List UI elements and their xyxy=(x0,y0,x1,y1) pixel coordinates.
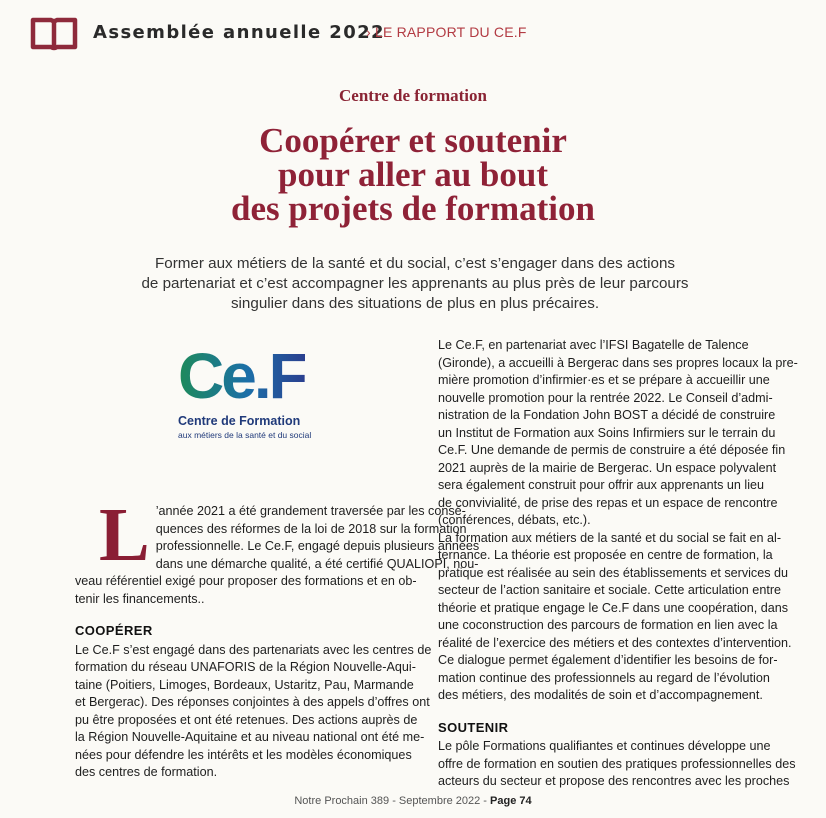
body-line: des métiers, des modalités de soin et d’accompagnement. xyxy=(438,688,763,702)
body-line: veau référentiel exigé pour proposer des formations et en ob- xyxy=(75,574,417,588)
body-line: mation continue des professionnels au regard de l’évolution xyxy=(438,670,770,685)
body-line: Ce.F. Une demande de permis de construire a été déposée fin xyxy=(438,443,786,457)
body-line: nistration de la Fondation John BOST a décidé de construire xyxy=(438,408,776,422)
book-icon xyxy=(30,16,78,52)
article-headline xyxy=(0,121,826,228)
body-line: offre de formation en soutien des pratiques professionnelles des xyxy=(438,756,796,771)
article-kicker: Centre de formation xyxy=(339,86,487,105)
intro-line: singulier dans des situations de plus en plus précaires. xyxy=(230,295,600,312)
body-line: pratique est réalisée au sein des établissements et services du xyxy=(438,565,789,580)
body-line: Le pôle Formations qualifiantes et continues développe une xyxy=(438,739,771,753)
footer-page-number: Page 74 xyxy=(490,795,532,807)
section-heading-cooperer: COOPÉRER xyxy=(75,623,153,638)
article-intro xyxy=(120,254,710,314)
body-line: tenir les financements.. xyxy=(75,591,205,606)
body-line: nouvelle promotion pour la rentrée 2022. Le Conseil d’admi- xyxy=(438,390,773,405)
body-line: ternance. La théorie est proposée en centre de formation, la xyxy=(438,548,773,562)
body-line: 2021 auprès de la mairie de Bergerac. Un espace polyvalent xyxy=(438,460,777,475)
body-line: ’année 2021 a été grandement traversée par les consé- xyxy=(155,504,466,518)
body-line: (Gironde), a accueilli à Bergerac dans ses propres locaux la pre- xyxy=(438,355,798,370)
body-line: Le Ce.F s’est engagé dans des partenariats avec les centres de xyxy=(75,642,432,657)
cef-logo xyxy=(178,340,338,448)
body-line: taine (Poitiers, Limoges, Bordeaux, Ustaritz, Pau, Marmande xyxy=(75,677,414,692)
body-line: une coconstruction des parcours de formation en lien avec la xyxy=(438,618,778,632)
page-header xyxy=(30,10,820,54)
body-line: acteurs du secteur et propose des rencontres avec les proches xyxy=(438,774,790,788)
body-line: nées pour défendre les intérêts et les modèles économiques xyxy=(75,747,412,762)
body-line: quences des réformes de la loi de 2018 sur la formation xyxy=(155,521,467,536)
body-line: La formation aux métiers de la santé et du social se fait en al- xyxy=(438,530,782,545)
headline-line: pour aller au bout xyxy=(277,155,549,194)
body-line: un Institut de Formation aux Soins Infirmiers sur le terrain du xyxy=(438,425,776,440)
section-body xyxy=(75,642,432,782)
body-line: réalité de l’exercice des métiers et des contextes d’intervention. xyxy=(438,635,792,650)
section-heading-soutenir: SOUTENIR xyxy=(438,719,509,735)
body-line: Le Ce.F, en partenariat avec l’IFSI Bagatelle de Talence xyxy=(438,338,749,352)
logo-mark: Ce.F xyxy=(178,340,305,412)
right-column xyxy=(438,337,798,791)
intro-line: Former aux métiers de la santé et du social, c’est s’engager dans des actions xyxy=(154,255,676,272)
body-line: secteur de l’action sanitaire et sociale. Cette articulation entre xyxy=(438,583,782,597)
body-line: de convivialité, de prise des repas et un espace de rencontre xyxy=(438,495,778,510)
body-line: et Bergerac). Des réponses conjointes à des appels d’offres ont xyxy=(75,695,430,709)
page-footer xyxy=(0,795,826,807)
headline-line: Coopérer et soutenir xyxy=(259,121,567,160)
body-line: (conférences, débats, etc.). xyxy=(438,513,591,527)
body-line: des centres de formation. xyxy=(75,765,218,779)
header-title: Assemblée annuelle 2022 xyxy=(93,22,385,43)
logo-name: Centre de Formation xyxy=(178,414,301,428)
drop-cap: L xyxy=(99,493,150,577)
body-line: mière promotion d’infirmier·es et se prépare à accueillir une xyxy=(438,373,770,387)
body-line: dans une démarche qualité, a été certifié QUALIOPI, nou- xyxy=(155,556,479,571)
body-line: la Région Nouvelle-Aquitaine et au niveau national ont été me- xyxy=(75,730,425,744)
body-line: professionnelle. Le Ce.F, engagé depuis plusieurs années xyxy=(155,539,480,553)
body-line: sera également construit pour offrir aux apprenants un lieu xyxy=(438,478,764,492)
logo-tagline: aux métiers de la santé et du social xyxy=(178,430,312,440)
intro-line: de partenariat et c’est accompagner les apprenants au plus près de leur parcours xyxy=(141,275,689,292)
header-section-label: › LE RAPPORT DU CE.F xyxy=(366,24,527,40)
body-line: pu être proposées et ont été retenues. Des actions auprès de xyxy=(75,712,418,727)
headline-line: des projets de formation xyxy=(231,189,595,228)
body-line: formation du réseau UNAFORIS de la Région Nouvelle-Aqui- xyxy=(75,660,416,674)
body-line: théorie et pratique engage le Ce.F dans une coopération, dans xyxy=(438,600,789,615)
footer-issue: Notre Prochain 389 - Septembre 2022 - xyxy=(294,795,491,807)
body-line: Ce dialogue permet également d’identifier les besoins de for- xyxy=(438,653,778,667)
